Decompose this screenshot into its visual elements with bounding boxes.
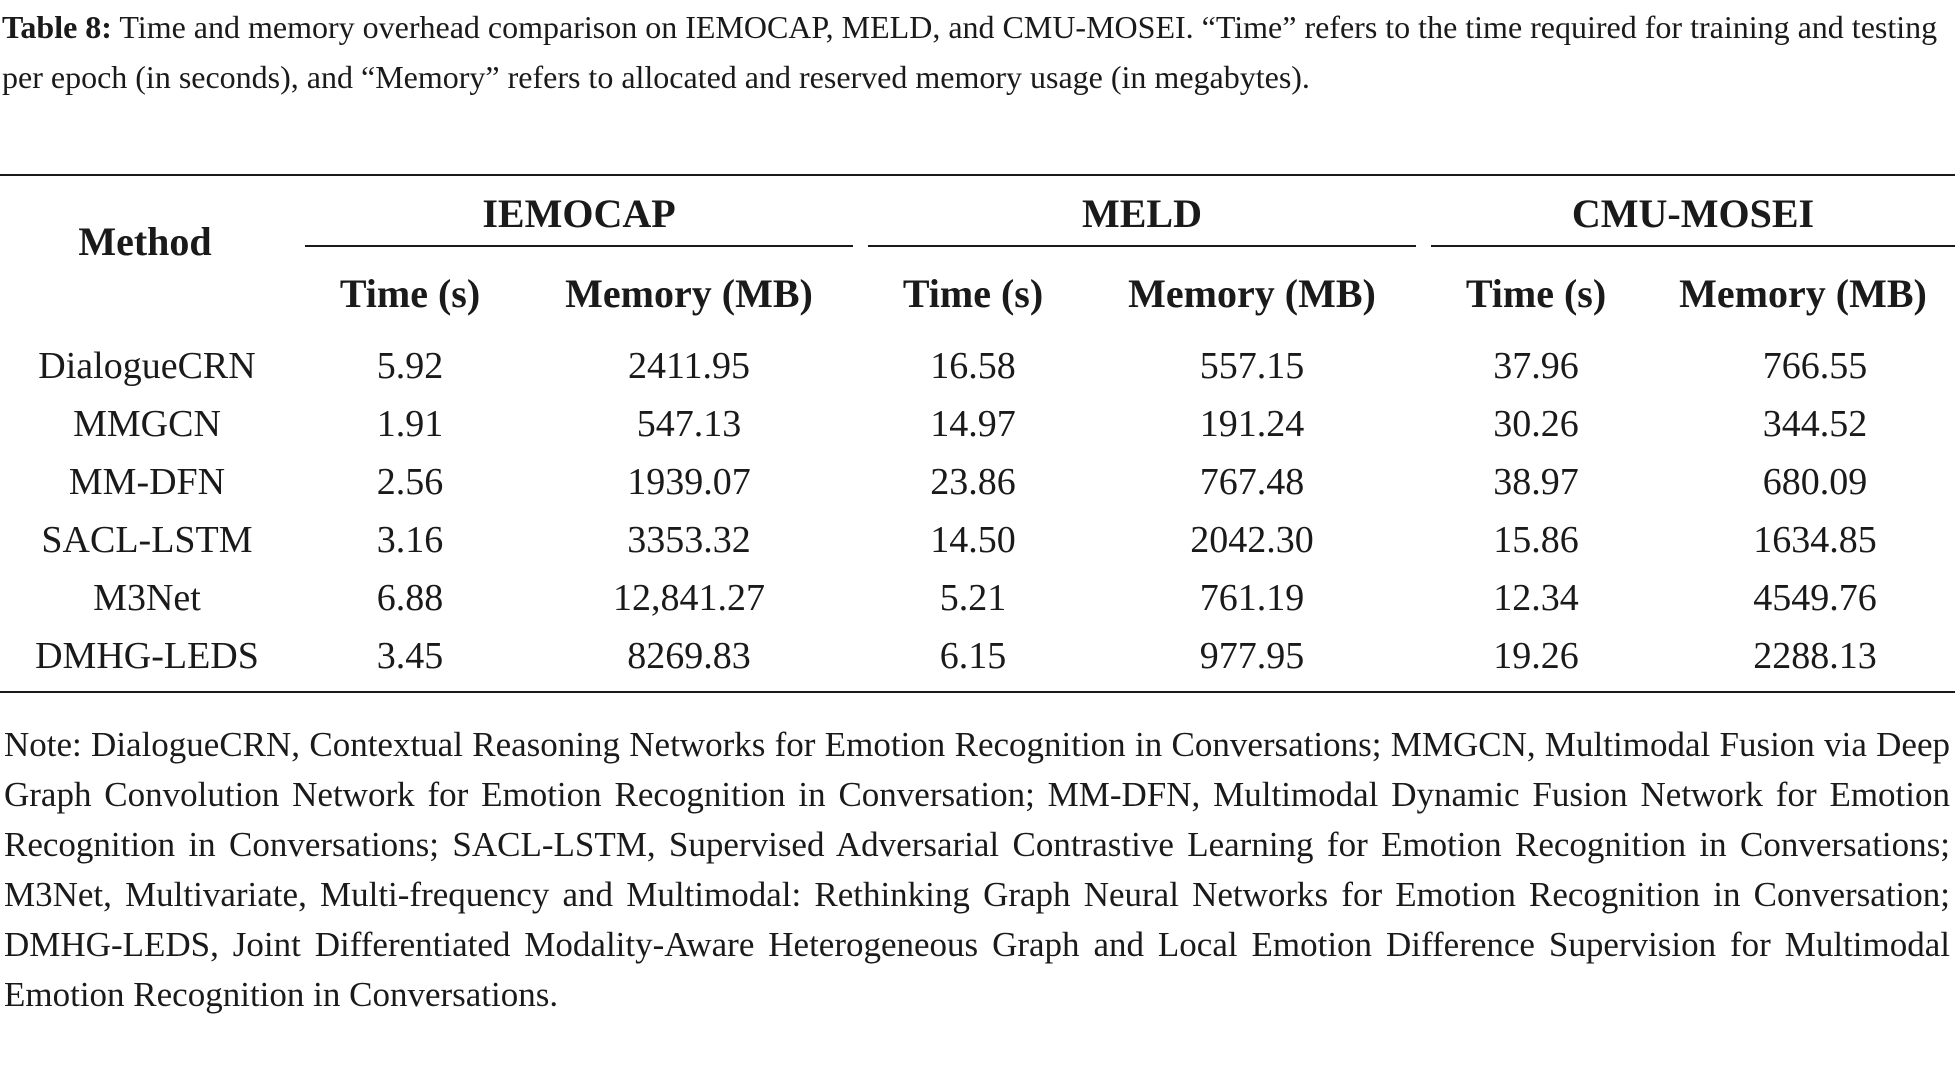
value-cell: 12.34 <box>1493 577 1579 619</box>
method-cell: MMGCN <box>73 403 221 445</box>
value-cell: 4549.76 <box>1753 577 1877 619</box>
method-header: Method <box>78 219 212 264</box>
value-cell: 2042.30 <box>1190 519 1314 561</box>
group-rule-meld <box>868 245 1416 247</box>
subheader-memory: Memory (MB) <box>565 271 813 316</box>
subheader-time: Time (s) <box>339 271 481 316</box>
table-caption <box>2 2 1952 102</box>
group-rule-cmu-mosei <box>1431 245 1955 247</box>
value-cell: 1.91 <box>376 403 444 445</box>
value-cell: 14.97 <box>930 403 1016 445</box>
value-cell: 766.55 <box>1762 345 1868 387</box>
value-cell: 19.26 <box>1493 635 1579 677</box>
value-cell: 37.96 <box>1493 345 1579 387</box>
value-cell: 14.50 <box>930 519 1016 561</box>
method-cell: SACL-LSTM <box>41 519 253 561</box>
value-cell: 12,841.27 <box>613 577 765 619</box>
table-bottom-rule <box>0 691 1955 693</box>
subheader-memory: Memory (MB) <box>1679 271 1927 316</box>
value-cell: 6.15 <box>939 635 1007 677</box>
value-cell: 6.88 <box>376 577 444 619</box>
table-top-rule <box>0 174 1955 176</box>
method-cell: DMHG-LEDS <box>35 635 259 677</box>
group-header-cmu-mosei: CMU-MOSEI <box>1571 191 1815 236</box>
value-cell: 2288.13 <box>1753 635 1877 677</box>
group-header-meld: MELD <box>1082 191 1202 236</box>
value-cell: 23.86 <box>930 461 1016 503</box>
table-note: Note: DialogueCRN, Contextual Reasoning Networks for Emotion Recognition in Conversations; MMGCN, Multimodal Fusion via Deep Graph Convolution Network for Emotion Recognition in Conversation; MM-DFN, Multimodal Dynamic Fusion Network for Emotion Recognition in Conversations; SACL-LSTM, Supervised Adversarial Contrastive Learning for Emotion Recognition in Conversations; M3Net, Multivariate, Multi-frequency and Multimodal: Rethinking Graph Neural Networks for Emotion Recognition in Conversation; DMHG-LEDS, Joint Differentiated Modality-Aware Heterogeneous Graph and Local Emotion Difference Supervision for Multimodal Emotion Recognition in Conversations. <box>4 725 1950 1014</box>
value-cell: 191.24 <box>1199 403 1305 445</box>
value-cell: 344.52 <box>1762 403 1868 445</box>
value-cell: 3353.32 <box>627 519 751 561</box>
value-cell: 3.16 <box>376 519 444 561</box>
method-cell: M3Net <box>93 577 201 619</box>
value-cell: 761.19 <box>1199 577 1305 619</box>
caption-label: Table 8: <box>2 9 112 45</box>
value-cell: 30.26 <box>1493 403 1579 445</box>
caption-text: Time and memory overhead comparison on IEMOCAP, MELD, and CMU-MOSEI. “Time” refers to the time required for training and testing per epoch (in seconds), and “Memory” refers to allocated and reserved memory usage (in megabytes). <box>2 9 1938 95</box>
value-cell: 15.86 <box>1493 519 1579 561</box>
subheader-time: Time (s) <box>1465 271 1607 316</box>
value-cell: 547.13 <box>636 403 742 445</box>
value-cell: 2.56 <box>376 461 444 503</box>
value-cell: 1939.07 <box>627 461 751 503</box>
subheader-memory: Memory (MB) <box>1128 271 1376 316</box>
value-cell: 1634.85 <box>1753 519 1877 561</box>
subheader-time: Time (s) <box>902 271 1044 316</box>
method-cell: MM-DFN <box>68 461 226 503</box>
value-cell: 2411.95 <box>627 345 751 387</box>
value-cell: 3.45 <box>376 635 444 677</box>
value-cell: 8269.83 <box>627 635 751 677</box>
value-cell: 5.21 <box>939 577 1007 619</box>
value-cell: 5.92 <box>376 345 444 387</box>
value-cell: 767.48 <box>1199 461 1305 503</box>
value-cell: 977.95 <box>1199 635 1305 677</box>
value-cell: 38.97 <box>1493 461 1579 503</box>
value-cell: 557.15 <box>1199 345 1305 387</box>
value-cell: 16.58 <box>930 345 1016 387</box>
group-header-iemocap: IEMOCAP <box>482 191 676 236</box>
method-cell: DialogueCRN <box>38 345 256 387</box>
group-rule-iemocap <box>305 245 853 247</box>
value-cell: 680.09 <box>1762 461 1868 503</box>
